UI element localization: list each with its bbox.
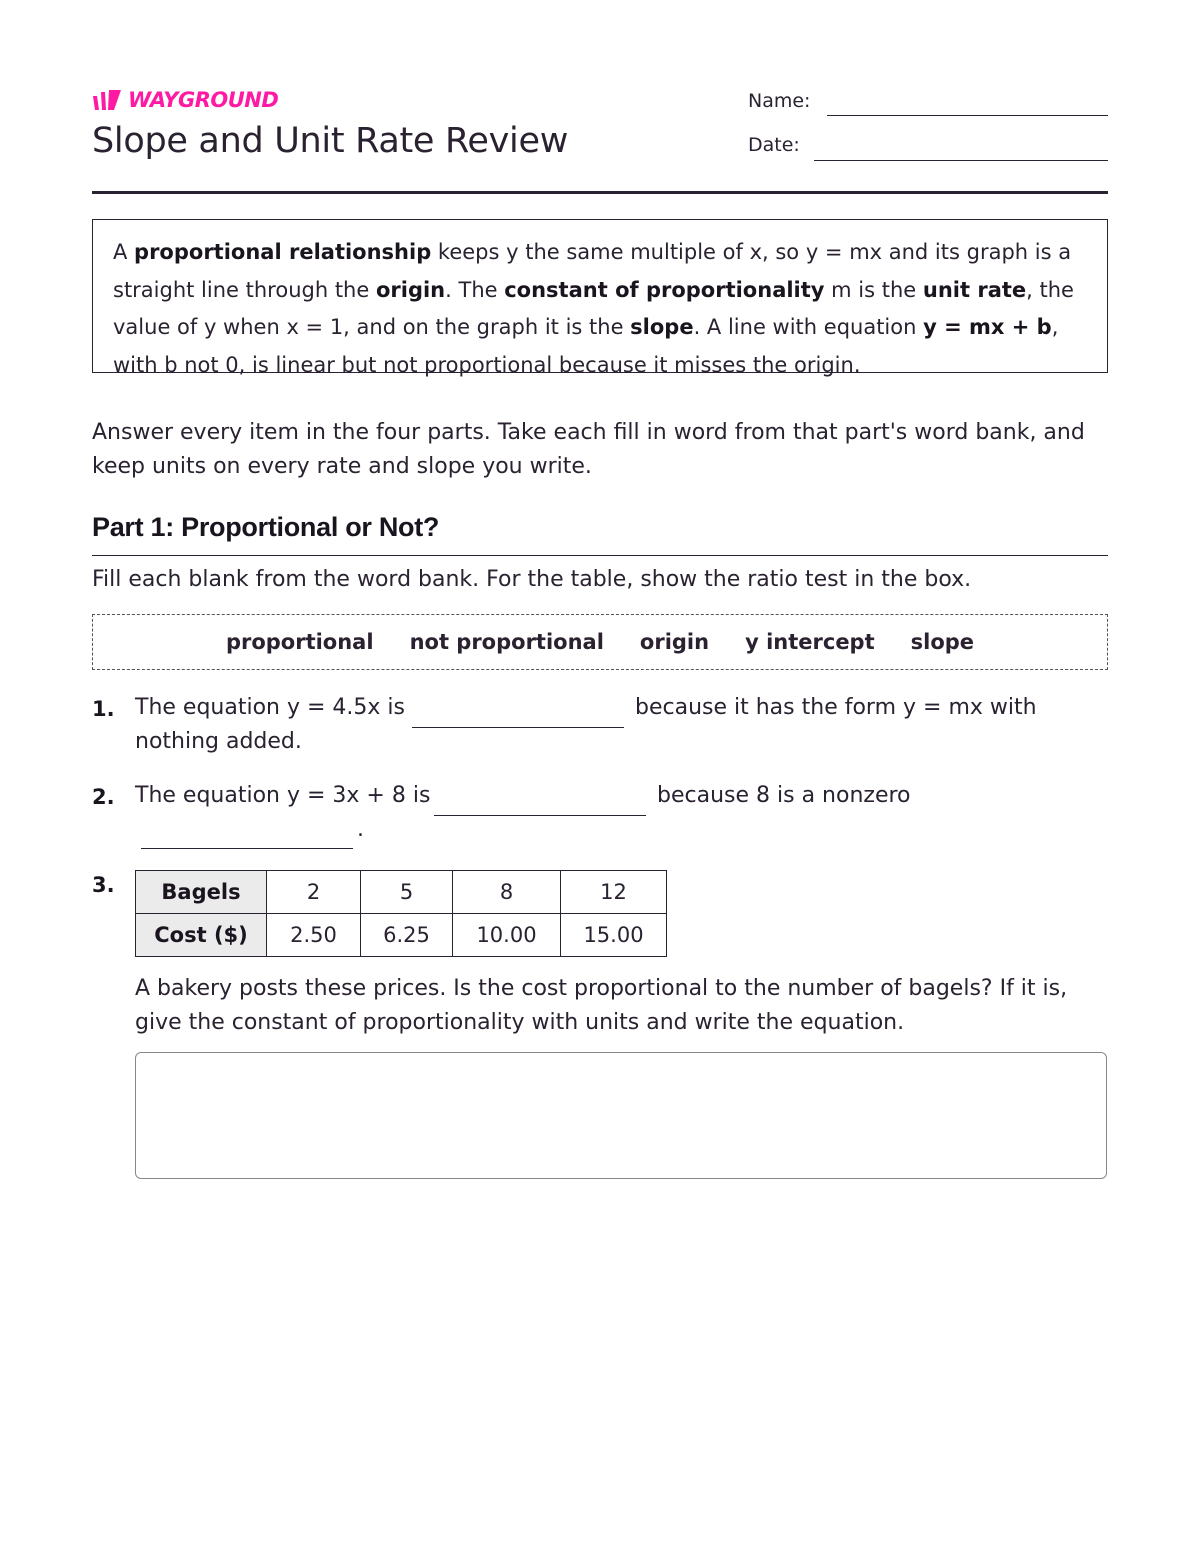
table-cell: 8 bbox=[453, 871, 561, 914]
term-constant-of-proportionality: constant of proportionality bbox=[504, 277, 825, 302]
page-title: Slope and Unit Rate Review bbox=[92, 121, 569, 161]
part-1-instructions: Fill each blank from the word bank. For the table, show the ratio test in the box. bbox=[92, 567, 972, 592]
question-3-answer-box[interactable] bbox=[135, 1052, 1107, 1179]
word-bank-item: y intercept bbox=[745, 630, 875, 654]
table-cell: 10.00 bbox=[453, 914, 561, 957]
word-bank bbox=[92, 614, 1108, 670]
table-cell: 2 bbox=[267, 871, 361, 914]
term-origin: origin bbox=[375, 277, 446, 302]
table-cell: 12 bbox=[561, 871, 667, 914]
question-1-text-line2: nothing added. bbox=[135, 729, 302, 754]
term-slope: slope bbox=[630, 315, 694, 339]
question-1-blank[interactable] bbox=[412, 727, 624, 728]
question-3-number: 3. bbox=[92, 873, 115, 897]
question-3-prompt: A bakery posts these prices. Is the cost proportional to the number of bagels? If it is, give the constant of proportionality with units and write the equation. bbox=[135, 976, 1068, 1035]
intro-text: , the value of y when x = 1, and on the graph it is the bbox=[113, 277, 1074, 339]
intro-text: , with b not 0, is linear but not proportional because it misses the origin. bbox=[113, 315, 1059, 377]
table-cell: 5 bbox=[361, 871, 453, 914]
table-cell: 15.00 bbox=[561, 914, 667, 957]
header-divider bbox=[92, 191, 1108, 194]
definition-box bbox=[92, 219, 1108, 377]
name-label: Name: bbox=[748, 90, 811, 112]
question-1-text: The equation y = 4.5x is bbox=[135, 695, 405, 720]
term-equation: y = mx + b bbox=[923, 315, 1052, 339]
directions: Answer every item in the four parts. Take each fill in word from that part's word bank, and keep units on every rate and slope you write. bbox=[92, 420, 1085, 479]
name-field[interactable] bbox=[827, 115, 1108, 116]
intro-text: . The bbox=[445, 277, 505, 302]
table-row-header: Cost ($) bbox=[136, 914, 267, 957]
question-1-number: 1. bbox=[92, 697, 115, 721]
intro-text: . A line with equation bbox=[693, 315, 924, 339]
question-2-text-cont: because 8 is a nonzero bbox=[657, 783, 911, 808]
table-cell: 6.25 bbox=[361, 914, 453, 957]
term-unit-rate: unit rate bbox=[922, 277, 1027, 302]
intro-text: keeps y the same multiple of x, so y = mx and its graph is a straight line through the bbox=[113, 240, 1072, 302]
date-label: Date: bbox=[748, 134, 800, 156]
question-2-period: . bbox=[357, 817, 364, 842]
table-row bbox=[136, 871, 667, 914]
question-2-blank-1[interactable] bbox=[434, 815, 646, 816]
bagel-price-table bbox=[135, 870, 667, 957]
table-row-header: Bagels bbox=[136, 871, 267, 914]
date-field[interactable] bbox=[814, 160, 1108, 161]
intro-text: A bbox=[113, 240, 135, 264]
wayground-logo-icon bbox=[92, 88, 124, 112]
question-2-text: The equation y = 3x + 8 is bbox=[135, 783, 431, 808]
intro-text: m is the bbox=[824, 277, 923, 302]
word-bank-item: origin bbox=[639, 630, 710, 654]
word-bank-item: slope bbox=[910, 630, 975, 654]
question-2-number: 2. bbox=[92, 785, 115, 809]
brand-logo bbox=[92, 86, 278, 114]
word-bank-item: proportional bbox=[225, 630, 374, 654]
table-row bbox=[136, 914, 667, 957]
brand-name: WAYGROUND bbox=[128, 88, 279, 112]
question-2-blank-2[interactable] bbox=[141, 848, 353, 849]
part-1-heading: Part 1: Proportional or Not? bbox=[92, 512, 440, 542]
part-1-divider bbox=[92, 555, 1108, 556]
table-cell: 2.50 bbox=[267, 914, 361, 957]
term-proportional-relationship: proportional relationship bbox=[134, 240, 432, 264]
word-bank-item: not proportional bbox=[409, 630, 604, 654]
question-1-text-cont: because it has the form y = mx with bbox=[635, 695, 1037, 720]
